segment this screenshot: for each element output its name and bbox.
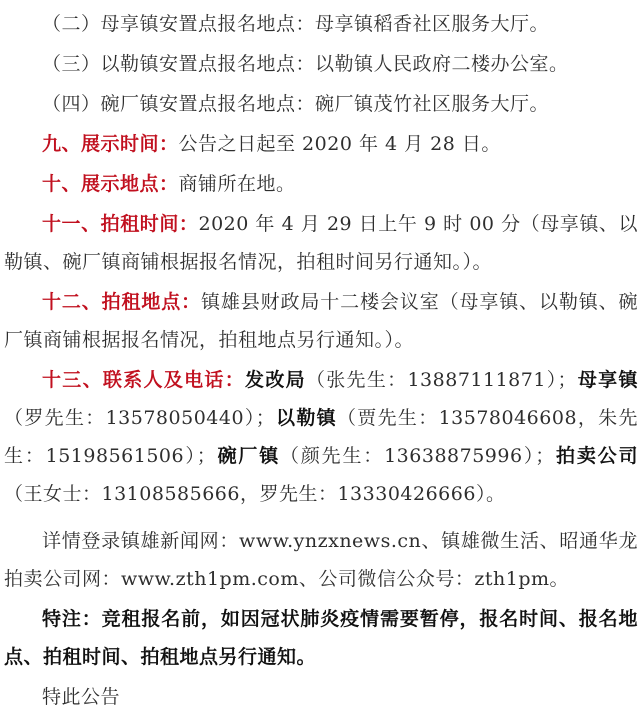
- section-heading: 九、展示时间：: [42, 133, 179, 155]
- website-info: [4, 522, 638, 598]
- contact-phone-detail: （王女士：13108585666，罗先生：13330426666）。: [4, 483, 506, 505]
- contact-phone-detail: （贾先生：13578046608，朱先生：15198561506）；: [4, 407, 638, 467]
- special-note: [4, 600, 638, 676]
- section-heading: 十一、拍租时间：: [42, 213, 199, 235]
- website-info-text: 详情登录镇雄新闻网：www.ynzxnews.cn、镇雄微生活、昭通华龙拍卖公司网：www.zth1pm.com、公司微信公众号：zth1pm。: [4, 530, 638, 590]
- contact-phone-detail: （张先生：13887111871）；: [305, 369, 578, 391]
- section-10-display-place: [4, 165, 638, 203]
- contact-org-name: 母享镇: [577, 369, 638, 391]
- special-note-text: 特注：竞租报名前，如因冠状肺炎疫情需要暂停，报名时间、报名地点、拍租时间、拍租地点另行通知。: [4, 608, 638, 668]
- contact-org-name: 碗厂镇: [216, 445, 281, 467]
- section-11-auction-rent-time: [4, 205, 638, 281]
- sub-item-3-yile-registration-location: [4, 45, 638, 83]
- section-body-text: 镇雄县财政局十二楼会议室（母享镇、以勒镇、碗厂镇商铺根据报名情况，拍租地点另行通知。）。: [4, 291, 638, 351]
- section-9-display-time: [4, 125, 638, 163]
- sub-item-2-muxiang-registration-location: [4, 5, 638, 43]
- section-body-text: 2020 年 4 月 29 日上午 9 时 00 分（母享镇、以勒镇、碗厂镇商铺根据报名情况，拍租时间另行通知。）。: [4, 213, 638, 273]
- closing-statement: [4, 678, 638, 716]
- section-heading: 十三、联系人及电话：: [42, 369, 246, 391]
- sub-item-4-wanchang-registration-location: [4, 85, 638, 123]
- section-12-auction-rent-place: [4, 283, 638, 359]
- list-item-text: （三）以勒镇安置点报名地点：以勒镇人民政府二楼办公室。: [42, 53, 569, 75]
- section-body-text: 公告之日起至 2020 年 4 月 28 日。: [178, 133, 501, 155]
- contact-phone-detail: （颜先生：13638875996）；: [280, 445, 555, 467]
- closing-statement-text: 特此公告: [42, 686, 121, 708]
- list-item-text: （二）母享镇安置点报名地点：母享镇稻香社区服务大厅。: [42, 13, 550, 35]
- contact-org-name: 发改局: [245, 369, 306, 391]
- section-heading: 十、展示地点：: [42, 173, 179, 195]
- contact-org-name: 以勒镇: [275, 407, 337, 429]
- section-13-contacts: [4, 361, 638, 513]
- list-item-text: （四）碗厂镇安置点报名地点：碗厂镇茂竹社区服务大厅。: [42, 93, 550, 115]
- section-heading: 十二、拍租地点：: [42, 291, 202, 313]
- contact-org-name: 拍卖公司: [554, 445, 638, 467]
- contact-phone-detail: （罗先生：13578050440）；: [4, 407, 276, 429]
- section-body-text: 商铺所在地。: [178, 173, 296, 195]
